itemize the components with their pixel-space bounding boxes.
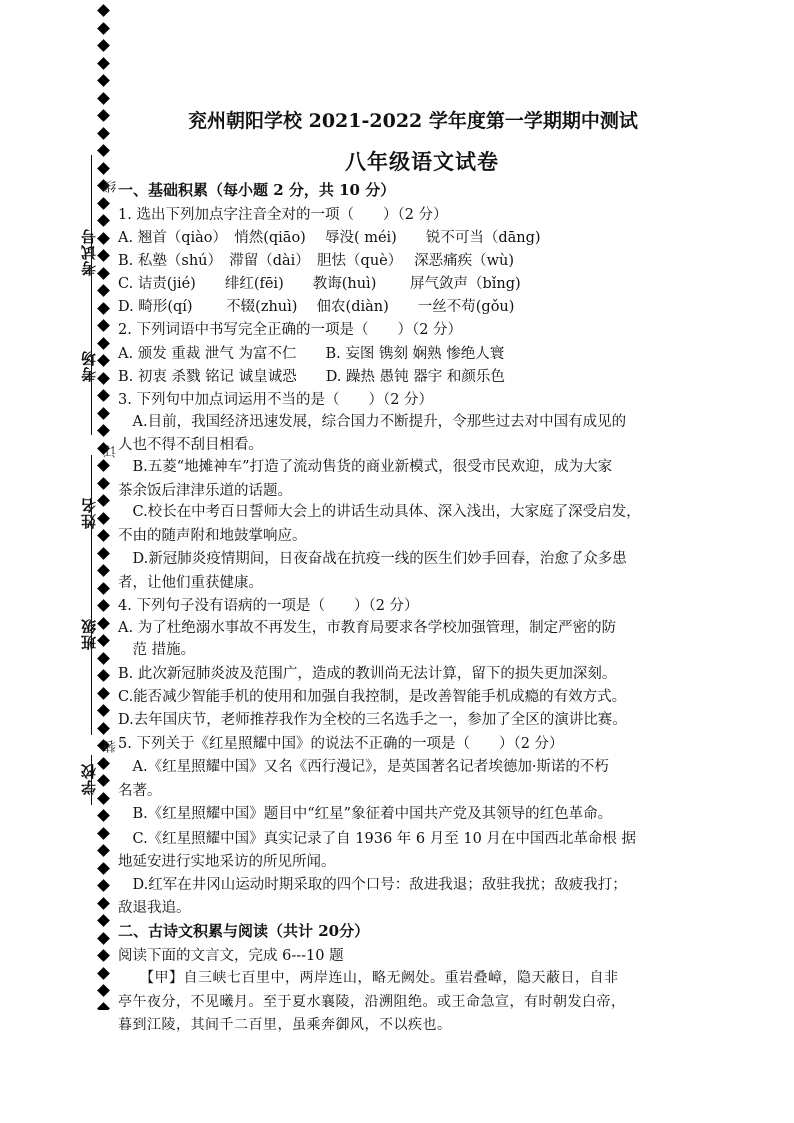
- diamond-mark: [97, 39, 110, 52]
- diamond-mark: [97, 494, 110, 507]
- exam-text-line: A. 为了杜绝溺水事故不再发生，市教育局要求各学校加强管理，制定严密的防: [118, 620, 617, 636]
- exam-text-line: 者，让他们重获健康。: [118, 575, 263, 591]
- diamond-mark: [97, 302, 110, 315]
- exam-text-line: 茶余饭后津津乐道的话题。: [118, 483, 292, 499]
- exam-text-line: C.能否减少智能手机的使用和加强自我控制，是改善智能手机成瘾的有效方式。: [118, 689, 627, 705]
- exam-text-line: 阅读下面的文言文，完成 6---10 题: [118, 948, 344, 964]
- diamond-mark: [97, 757, 110, 770]
- exam-text-line: 1. 选出下列加点字注音全对的一项（ ）（2 分）: [118, 207, 448, 223]
- diamond-mark: [97, 144, 110, 157]
- diamond-mark: [97, 792, 110, 805]
- exam-text-line: A.目前，我国经济迅速发展，综合国力不断提升，令那些过去对中国有成见的: [118, 414, 627, 430]
- exam-text-line: B. 私塾（shú） 滞留（dài） 胆怯（què） 深恶痛疾（wù): [118, 253, 515, 269]
- diamond-mark: [97, 984, 110, 997]
- diamond-mark: [97, 949, 110, 962]
- diamond-mark: [97, 774, 110, 787]
- diamond-mark: [97, 162, 110, 175]
- exam-text-line: 亭午夜分，不见曦月。至于夏水襄陵，沿溯阻绝。或王命急宣，有时朝发白帝，: [118, 994, 626, 1010]
- exam-text-line: 不由的随声附和地鼓掌响应。: [118, 528, 307, 544]
- diamond-mark: [97, 4, 110, 17]
- exam-text-line: 范 措施。: [118, 642, 196, 658]
- seal-char-mount: 装: [104, 740, 119, 753]
- diamond-mark: [97, 74, 110, 87]
- diamond-mark: [97, 1002, 110, 1010]
- diamond-mark: [97, 57, 110, 70]
- seal-char-line: 线: [104, 180, 119, 193]
- diamond-mark: [97, 232, 110, 245]
- diamond-mark: [97, 267, 110, 280]
- diamond-mark: [97, 92, 110, 105]
- diamond-mark: [97, 389, 110, 402]
- exam-text-line: 【甲】自三峡七百里中，两岸连山，略无阙处。重岩叠嶂，隐天蔽日，自非: [118, 970, 619, 986]
- exam-text-line: 3. 下列句中加点词运用不当的是（ ）（2 分）: [118, 392, 434, 408]
- exam-text-line: B. 初衷 杀戮 铭记 诚皇诚恐 D. 躁热 愚钝 器宇 和颜乐色: [118, 369, 505, 385]
- diamond-mark: [97, 22, 110, 35]
- diamond-mark: [97, 617, 110, 630]
- exam-subtitle: 八年级语文试卷: [345, 149, 499, 174]
- exam-text-line: A.《红星照耀中国》又名《西行漫记》，是英国著名记者埃德加·斯诺的不朽: [118, 759, 609, 775]
- exam-title: 兖州朝阳学校 2021-2022 学年度第一学期期中测试: [188, 110, 638, 132]
- label-name: 姓名: [80, 497, 98, 529]
- exam-text-line: D.去年国庆节，老师推荐我作为全校的三名选手之一，参加了全区的演讲比赛。: [118, 712, 627, 728]
- diamond-mark: [97, 284, 110, 297]
- exam-text-line: 4. 下列句子没有语病的一项是（ ）（2 分）: [118, 598, 419, 614]
- diamond-mark: [97, 337, 110, 350]
- exam-text-line: 敌退我追。: [118, 900, 191, 916]
- decorative-diamond-border: [97, 0, 113, 1010]
- exam-text-line: D.红军在井冈山运动时期采取的四个口号：敌进我退；敌驻我扰；敌疲我打；: [118, 877, 627, 893]
- diamond-mark: [97, 477, 110, 490]
- exam-text-line: D.新冠肺炎疫情期间，日夜奋战在抗疫一线的医生们妙手回春，治愈了众多患: [118, 551, 627, 567]
- exam-text-line: C.校长在中考百日誓师大会上的讲话生动具体、深入浅出，大家庭了深受启发，: [118, 504, 641, 520]
- diamond-mark: [97, 564, 110, 577]
- label-exam-number: 考试号: [80, 228, 98, 276]
- diamond-mark: [97, 652, 110, 665]
- exam-text-line: A. 翘首（qiào） 悄然(qiāo) 辱没( méi) 锐不可当（dāng): [118, 230, 541, 246]
- section-heading: 二、古诗文积累与阅读（共计 20分）: [118, 922, 370, 940]
- diamond-mark: [97, 897, 110, 910]
- exam-text-line: A. 颁发 重裁 泄气 为富不仁 B. 妄图 镌刻 娴熟 惨绝人寰: [118, 346, 505, 362]
- diamond-mark: [97, 512, 110, 525]
- diamond-mark: [97, 669, 110, 682]
- diamond-mark: [97, 372, 110, 385]
- diamond-mark: [97, 967, 110, 980]
- diamond-mark: [97, 687, 110, 700]
- diamond-mark: [97, 319, 110, 332]
- exam-text-line: D. 畸形(qí) 不辍(zhuì) 佃农(diàn) 一丝不苟(gǒu): [118, 299, 515, 315]
- exam-text-line: B.五菱“地摊神车”打造了流动售货的商业新模式，很受市民欢迎，成为大家: [118, 459, 613, 475]
- diamond-mark: [97, 529, 110, 542]
- diamond-mark: [97, 582, 110, 595]
- exam-text-line: 地延安进行实地采访的所见所闻。: [118, 854, 336, 870]
- diamond-mark: [97, 599, 110, 612]
- diamond-mark: [97, 634, 110, 647]
- diamond-mark: [97, 197, 110, 210]
- label-school: 学校: [80, 763, 98, 795]
- diamond-mark: [97, 249, 110, 262]
- exam-text-line: 暮到江陵，其间千二百里，虽乘奔御风，不以疾也。: [118, 1017, 452, 1033]
- exam-text-line: B. 此次新冠肺炎波及范围广，造成的教训尚无法计算，留下的损失更加深刻。: [118, 666, 617, 682]
- exam-text-line: 人也不得不刮目相看。: [118, 437, 263, 453]
- diamond-mark: [97, 214, 110, 227]
- exam-text-line: C. 诘责(jié) 绯红(fēi) 教诲(huì) 屏气敛声（bǐng): [118, 276, 521, 292]
- diamond-mark: [97, 424, 110, 437]
- diamond-mark: [97, 722, 110, 735]
- diamond-mark: [97, 109, 110, 122]
- diamond-mark: [97, 862, 110, 875]
- exam-text-line: C.《红星照耀中国》真实记录了自 1936 年 6 月至 10 月在中国西北革命根 据: [118, 831, 637, 847]
- diamond-mark: [97, 879, 110, 892]
- diamond-mark: [97, 459, 110, 472]
- seal-char-bind: 订: [104, 445, 119, 458]
- diamond-mark: [97, 127, 110, 140]
- exam-text-line: B.《红星照耀中国》题目中“红星”象征着中国共产党及其领导的红色革命。: [118, 806, 613, 822]
- label-class: 班级: [80, 618, 98, 650]
- diamond-mark: [97, 704, 110, 717]
- diamond-mark: [97, 354, 110, 367]
- exam-text-line: 5. 下列关于《红星照耀中国》的说法不正确的一项是（ ）（2 分）: [118, 736, 564, 752]
- diamond-mark: [97, 827, 110, 840]
- diamond-mark: [97, 547, 110, 560]
- section-heading: 一、基础积累（每小题 2 分，共 10 分）: [118, 181, 396, 199]
- diamond-mark: [97, 932, 110, 945]
- exam-text-line: 2. 下列词语中书写完全正确的一项是（ ）（2 分）: [118, 322, 463, 338]
- diamond-mark: [97, 844, 110, 857]
- diamond-mark: [97, 809, 110, 822]
- exam-text-line: 名著。: [118, 783, 162, 799]
- diamond-mark: [97, 407, 110, 420]
- label-exam-room: 考场: [80, 350, 98, 382]
- diamond-mark: [97, 914, 110, 927]
- binding-line-top: [91, 155, 92, 435]
